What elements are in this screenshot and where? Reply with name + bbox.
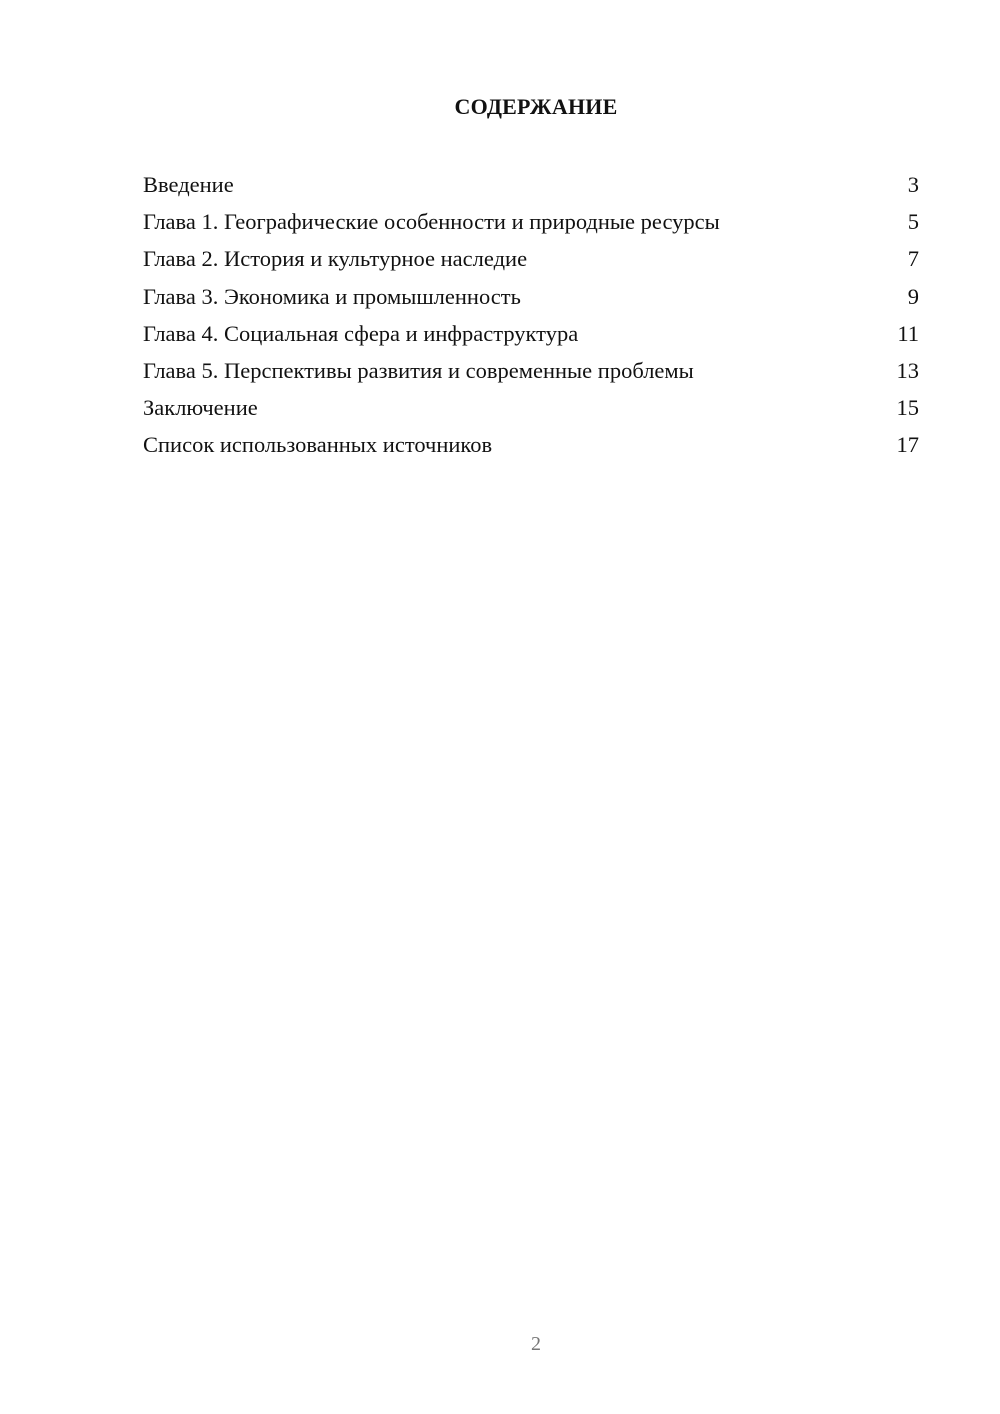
toc-entry-page: 3 — [907, 172, 919, 197]
toc-entry — [143, 166, 919, 203]
toc-entry — [143, 426, 919, 463]
page-number: 2 — [531, 1333, 541, 1355]
toc-entry-page: 5 — [907, 209, 919, 235]
toc-entry-page: 7 — [907, 246, 919, 272]
toc-entry — [143, 315, 919, 352]
toc-entry — [143, 389, 919, 426]
toc-entry-label: Глава 2. История и культурное наследие — [143, 246, 528, 272]
toc-entry-label: Введение — [143, 172, 234, 197]
toc-entry-label: Глава 4. Социальная сфера и инфраструктура — [143, 320, 579, 346]
toc-entry-label: Заключение — [143, 395, 258, 421]
toc-entry-page: 17 — [896, 432, 919, 458]
toc-entry-label: Глава 5. Перспективы развития и современные проблемы — [143, 357, 694, 383]
table-of-contents — [143, 166, 919, 464]
toc-entry-label: Глава 1. Географические особенности и природные ресурсы — [143, 209, 720, 235]
toc-entry-label: Список использованных источников — [143, 432, 493, 458]
toc-entry — [143, 278, 919, 315]
toc-entry-page: 11 — [897, 320, 919, 346]
toc-entry — [143, 203, 919, 240]
toc-entry-label: Глава 3. Экономика и промышленность — [143, 283, 521, 309]
toc-entry-page: 9 — [907, 283, 919, 309]
toc-entry — [143, 352, 919, 389]
toc-entry-page: 13 — [896, 357, 919, 383]
toc-entry — [143, 240, 919, 277]
page-title: СОДЕРЖАНИЕ — [454, 94, 618, 119]
toc-entry-page: 15 — [896, 395, 919, 421]
